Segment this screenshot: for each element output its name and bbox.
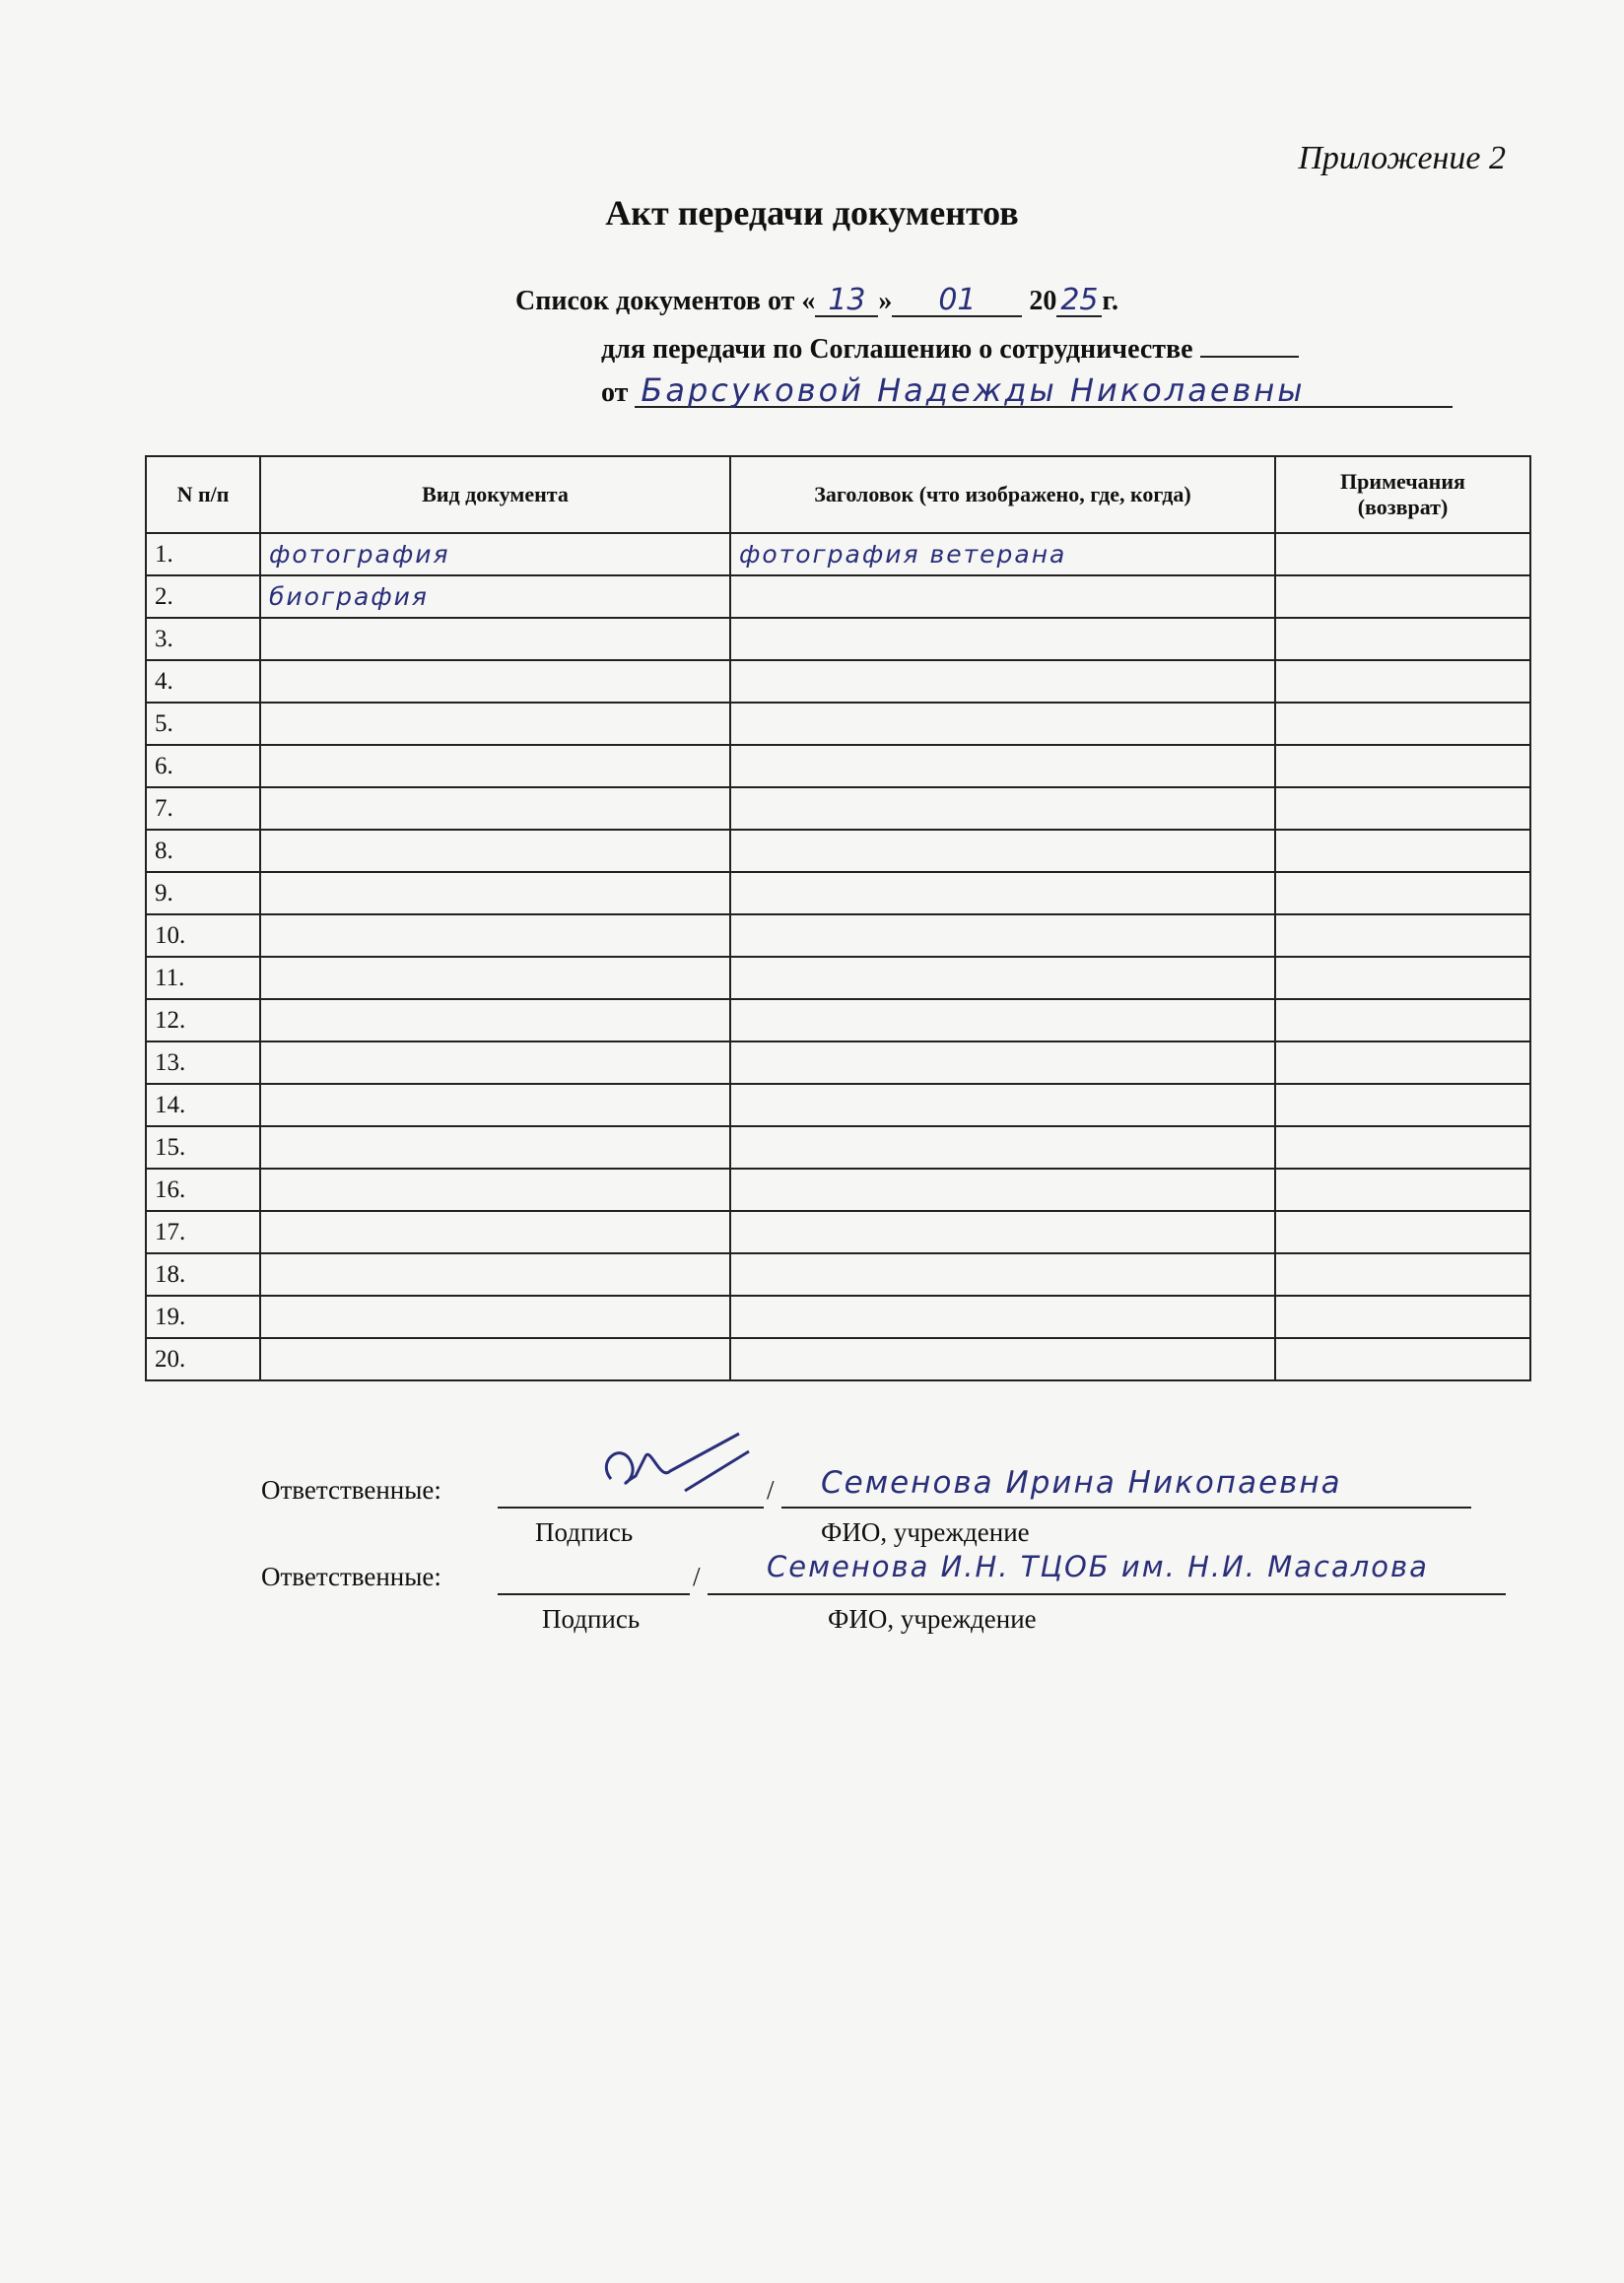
signature-caption-2: Подпись [542, 1604, 641, 1634]
list-date-prefix: Список документов от « [515, 286, 816, 316]
document-type-cell [260, 1084, 730, 1126]
handwritten-name-1: Семенова Ирина Никопаевна [821, 1465, 1342, 1501]
document-title-cell [730, 618, 1275, 660]
signature-blank-2 [498, 1568, 690, 1595]
separator-1: / [767, 1475, 775, 1505]
notes-cell [1275, 872, 1530, 914]
document-type-cell [260, 660, 730, 703]
document-title-cell [730, 957, 1275, 999]
document-type-cell [260, 1041, 730, 1084]
agreement-number-blank [1200, 332, 1299, 358]
row-number: 11. [146, 957, 260, 999]
separator-2: / [693, 1562, 701, 1591]
document-type-cell [260, 1296, 730, 1338]
document-title-cell [730, 999, 1275, 1041]
document-title-cell [730, 1338, 1275, 1380]
handwritten-year: 25 [1056, 286, 1102, 317]
document-type-cell [260, 1169, 730, 1211]
notes-cell [1275, 1338, 1530, 1380]
row-number: 7. [146, 787, 260, 830]
notes-cell [1275, 533, 1530, 575]
header-type: Вид документа [260, 456, 730, 533]
table-row [146, 1169, 1530, 1211]
document-title-cell [730, 1084, 1275, 1126]
table-row [146, 1211, 1530, 1253]
document-title-cell [730, 660, 1275, 703]
notes-cell [1275, 1041, 1530, 1084]
document-type-cell [260, 830, 730, 872]
document-type-cell: фотография [260, 533, 730, 575]
signature-scribble-1 [591, 1432, 778, 1501]
document-type-cell [260, 1126, 730, 1169]
document-title-cell [730, 1296, 1275, 1338]
document-type-cell [260, 957, 730, 999]
row-number: 6. [146, 745, 260, 787]
name-blank-2 [708, 1550, 1506, 1595]
document-type-cell: биография [260, 575, 730, 618]
notes-cell [1275, 914, 1530, 957]
header-notes-line1: Примечания [1340, 469, 1465, 494]
document-type-cell [260, 1253, 730, 1296]
table-row [146, 660, 1530, 703]
document-type-cell [260, 1338, 730, 1380]
notes-cell [1275, 1169, 1530, 1211]
year-prefix: 20 [1029, 286, 1057, 316]
table-row [146, 1296, 1530, 1338]
document-title-cell [730, 703, 1275, 745]
document-title-cell [730, 1126, 1275, 1169]
appendix-label: Приложение 2 [1298, 140, 1506, 176]
table-row [146, 703, 1530, 745]
from-line [601, 371, 1453, 409]
document-title-cell [730, 745, 1275, 787]
document-title-cell [730, 1253, 1275, 1296]
table-row [146, 1126, 1530, 1169]
document-title-cell [730, 1211, 1275, 1253]
table-row [146, 1041, 1530, 1084]
fio-caption-2: ФИО, учреждение [828, 1604, 1037, 1634]
notes-cell [1275, 575, 1530, 618]
table-row [146, 618, 1530, 660]
documents-table [145, 455, 1531, 1381]
notes-cell [1275, 660, 1530, 703]
notes-cell [1275, 703, 1530, 745]
responsible-label-1: Ответственные: [261, 1475, 441, 1505]
document-type-cell [260, 618, 730, 660]
document-type-cell [260, 872, 730, 914]
handwritten-name-2: Семенова И.Н. ТЦОБ им. Н.И. Масалова [767, 1550, 1429, 1583]
signature-blank-1 [498, 1481, 764, 1509]
document-type-cell [260, 745, 730, 787]
row-number: 13. [146, 1041, 260, 1084]
table-row [146, 575, 1530, 618]
document-title-cell [730, 787, 1275, 830]
row-number: 10. [146, 914, 260, 957]
row-number: 1. [146, 533, 260, 575]
notes-cell [1275, 787, 1530, 830]
handwritten-day: 13 [815, 286, 878, 317]
notes-cell [1275, 618, 1530, 660]
document-title-cell [730, 872, 1275, 914]
row-number: 9. [146, 872, 260, 914]
document-type-cell [260, 787, 730, 830]
notes-cell [1275, 1211, 1530, 1253]
document-type-cell [260, 703, 730, 745]
table-row [146, 787, 1530, 830]
document-title-cell: фотография ветерана [730, 533, 1275, 575]
notes-cell [1275, 745, 1530, 787]
document-type-cell [260, 914, 730, 957]
table-row [146, 1253, 1530, 1296]
header-notes [1275, 456, 1530, 533]
table-row [146, 830, 1530, 872]
row-number: 18. [146, 1253, 260, 1296]
handwritten-month: 01 [892, 286, 1022, 317]
notes-cell [1275, 830, 1530, 872]
header-num: N п/п [146, 456, 260, 533]
document-type-cell [260, 1211, 730, 1253]
notes-cell [1275, 1084, 1530, 1126]
row-number: 20. [146, 1338, 260, 1380]
table-row [146, 872, 1530, 914]
row-number: 2. [146, 575, 260, 618]
agreement-line [601, 332, 1299, 366]
row-number: 14. [146, 1084, 260, 1126]
row-number: 15. [146, 1126, 260, 1169]
agreement-text: для передачи по Соглашению о сотрудничестве [601, 334, 1193, 365]
document-title-cell [730, 575, 1275, 618]
header-title: Заголовок (что изображено, где, когда) [730, 456, 1275, 533]
document-type-cell [260, 999, 730, 1041]
table-row [146, 533, 1530, 575]
row-number: 12. [146, 999, 260, 1041]
document-title-cell [730, 830, 1275, 872]
table-row [146, 1084, 1530, 1126]
document-title: Акт передачи документов [605, 193, 1019, 233]
row-number: 4. [146, 660, 260, 703]
notes-cell [1275, 957, 1530, 999]
document-title-cell [730, 1169, 1275, 1211]
table-row [146, 1338, 1530, 1380]
list-date-mid: » [878, 286, 893, 316]
list-date-line [515, 283, 1118, 317]
notes-cell [1275, 1296, 1530, 1338]
document-title-cell [730, 914, 1275, 957]
header-notes-line2: (возврат) [1357, 495, 1449, 519]
notes-cell [1275, 1253, 1530, 1296]
year-end: г. [1102, 286, 1118, 316]
table-row [146, 999, 1530, 1041]
signature-caption-1: Подпись [535, 1517, 634, 1547]
row-number: 5. [146, 703, 260, 745]
row-number: 16. [146, 1169, 260, 1211]
notes-cell [1275, 999, 1530, 1041]
row-number: 17. [146, 1211, 260, 1253]
name-blank-1 [781, 1465, 1471, 1509]
row-number: 8. [146, 830, 260, 872]
table-header-row [146, 456, 1530, 533]
fio-caption-1: ФИО, учреждение [821, 1517, 1030, 1547]
notes-cell [1275, 1126, 1530, 1169]
handwritten-from-name: Барсуковой Надежды Николаевны [635, 374, 1453, 408]
row-number: 3. [146, 618, 260, 660]
document-title-cell [730, 1041, 1275, 1084]
table-row [146, 745, 1530, 787]
table-row [146, 914, 1530, 957]
from-prefix: от [601, 377, 629, 408]
table-row [146, 957, 1530, 999]
row-number: 19. [146, 1296, 260, 1338]
responsible-label-2: Ответственные: [261, 1562, 441, 1591]
